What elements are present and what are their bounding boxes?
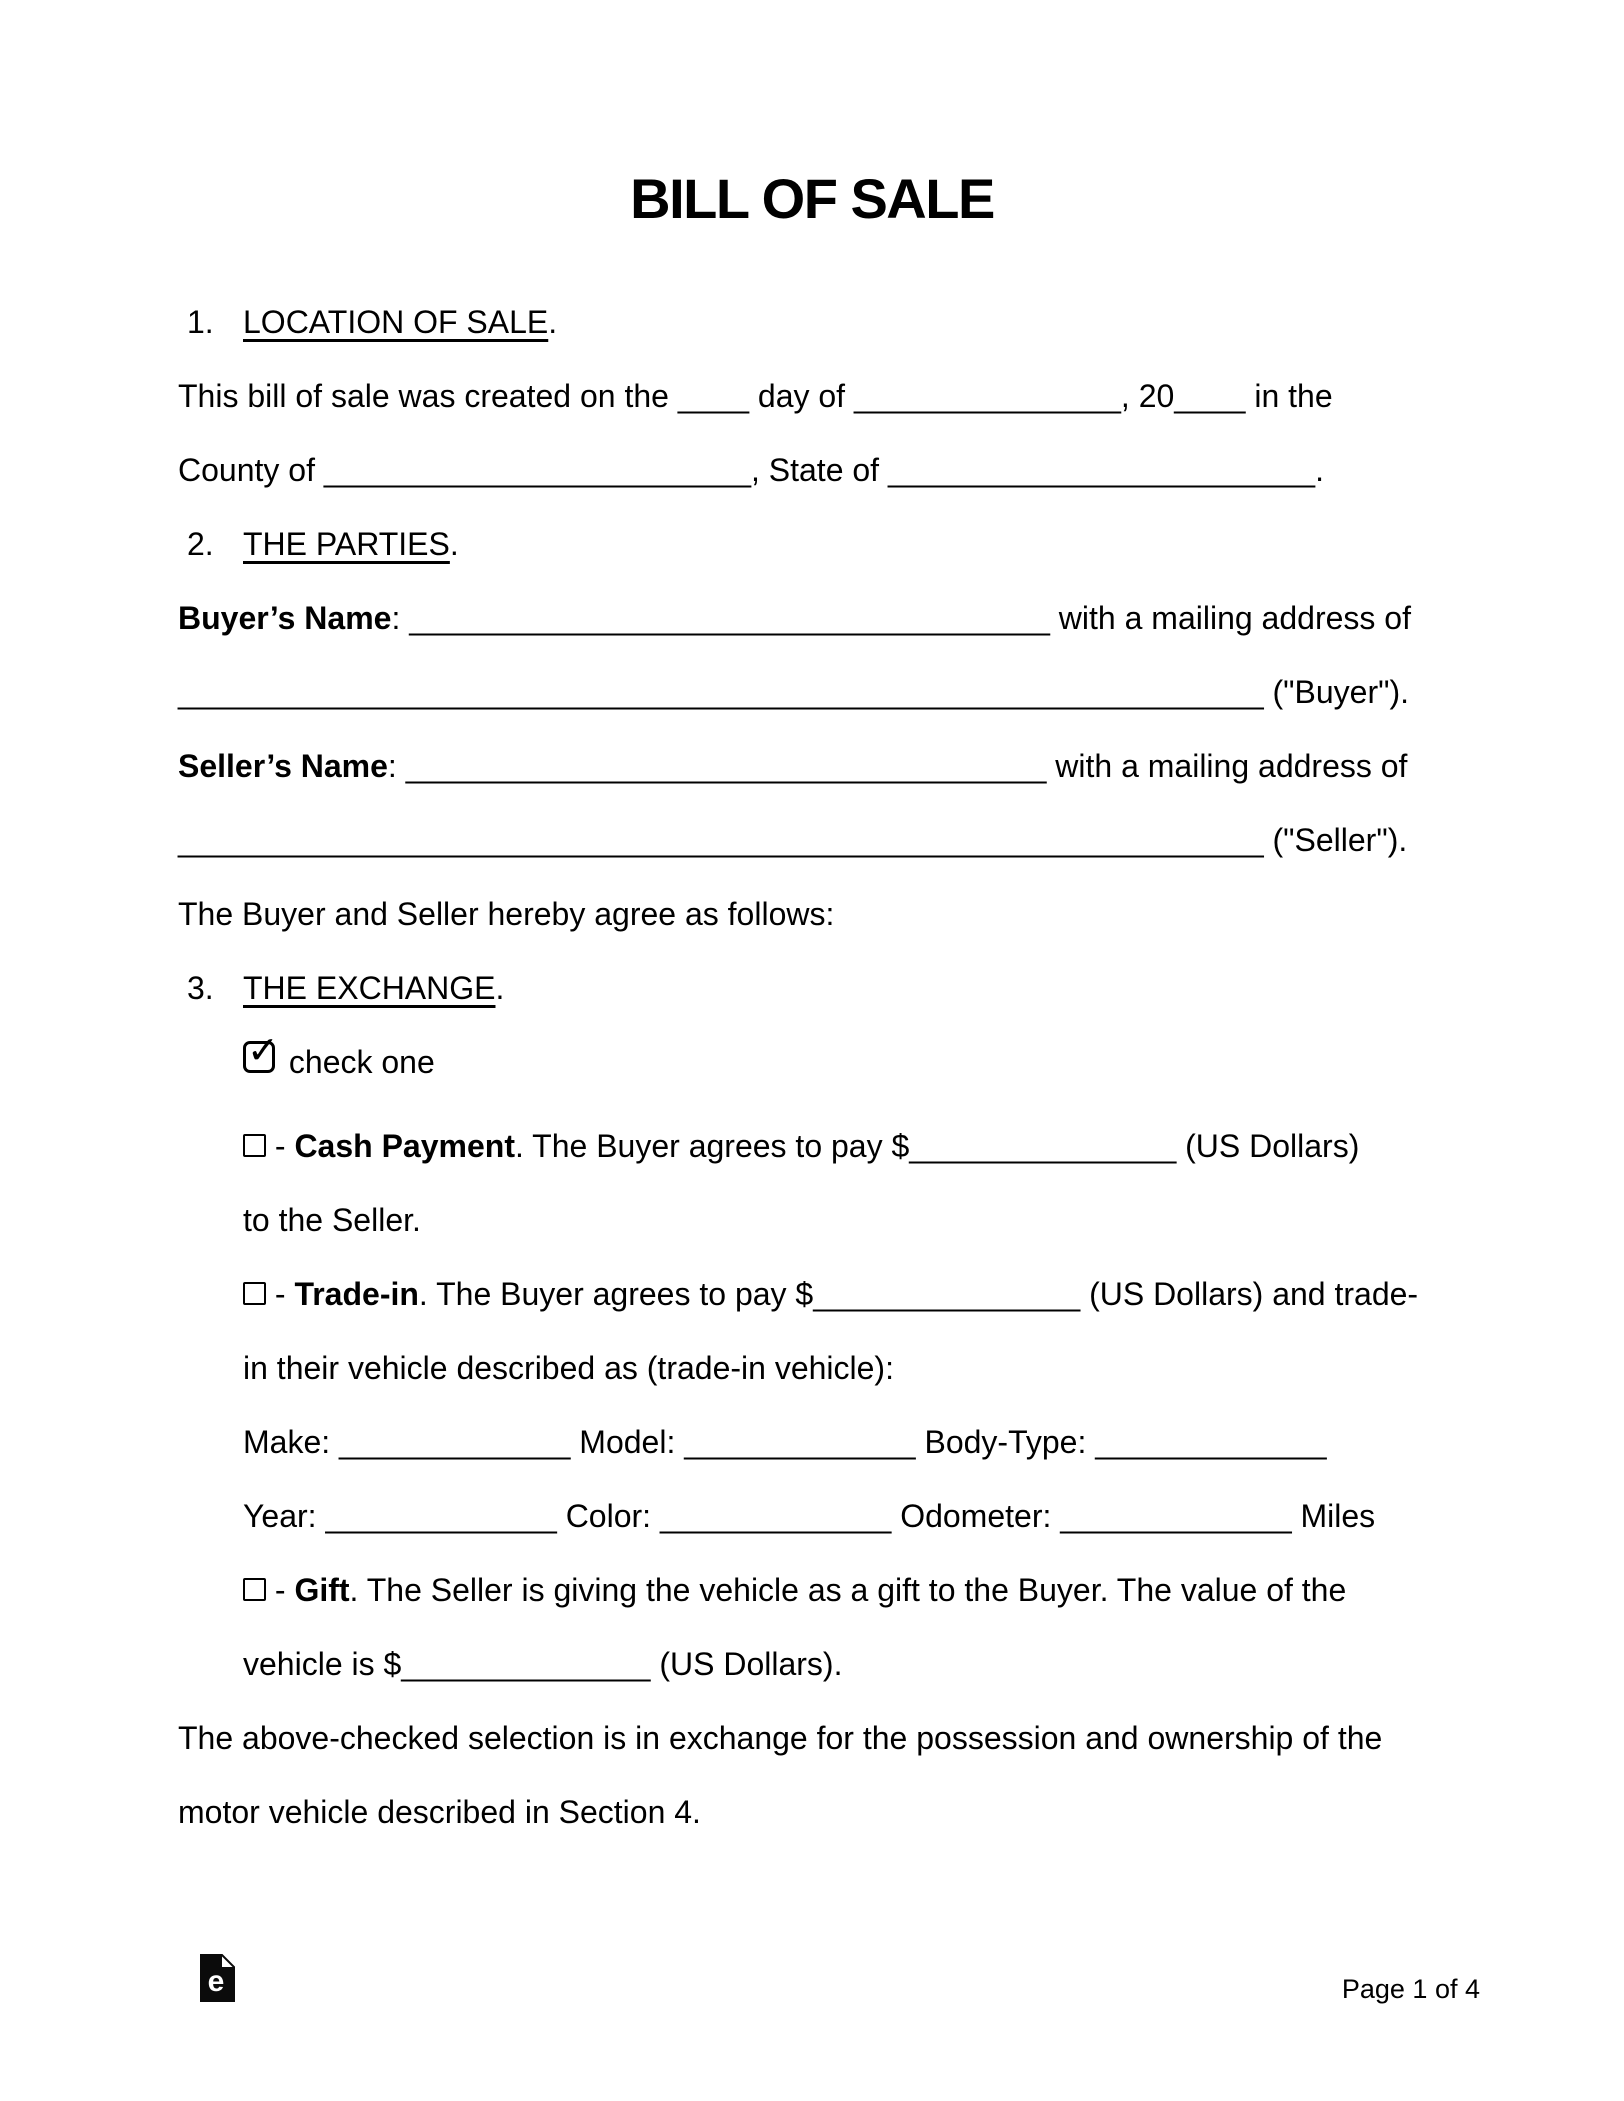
line-exchange-note-cont (178, 1775, 1624, 1849)
text: motor vehicle described in Section 4. (178, 1794, 701, 1830)
page-number-label: Page 1 of 4 (1341, 1974, 1480, 2004)
text: (US Dollars) and trade- (1080, 1276, 1419, 1312)
blank-field: _______________ (813, 1276, 1081, 1312)
line-trade-in-cont (178, 1331, 1624, 1405)
heading-number: 2. (187, 526, 214, 562)
blank-field: _______________ (909, 1128, 1177, 1164)
blank-field: _____________ (1060, 1498, 1292, 1534)
blank-field: _____________ (684, 1424, 916, 1460)
heading-text: THE PARTIES (243, 526, 450, 562)
text: Make: (243, 1424, 340, 1460)
text: , State of (750, 452, 888, 488)
bold-text: Gift (294, 1572, 350, 1608)
blank-field: _____________ (339, 1424, 571, 1460)
line-cash-payment (178, 1109, 1624, 1183)
text: in the (1245, 378, 1333, 414)
text: , 20 (1120, 378, 1175, 414)
text: - (266, 1276, 295, 1312)
text: (US Dollars). (650, 1646, 843, 1682)
blank-field: ____ (1174, 378, 1246, 414)
text: This bill of sale was created on the (178, 378, 678, 414)
checkbox-empty-icon (243, 1134, 266, 1157)
blank-field: _______________ (853, 378, 1121, 414)
text: Body-Type: (915, 1424, 1096, 1460)
line-gift-value (178, 1627, 1624, 1701)
bold-text: Seller’s Name (178, 748, 388, 784)
text: . (1315, 452, 1324, 488)
text: . The Seller is giving the vehicle as a gift to the Buyer. The value of the (349, 1572, 1347, 1608)
text: with a mailing address of (1049, 600, 1411, 636)
heading-number: 1. (187, 304, 214, 340)
blank-field: ____________________________________ (409, 600, 1050, 636)
text: Odometer: (891, 1498, 1061, 1534)
blank-field: ________________________ (323, 452, 751, 488)
logo-letter: e (207, 1965, 225, 1998)
text: : (391, 600, 410, 636)
blank-field: _____________________________________________________________ (178, 822, 1264, 858)
document-title: BILL OF SALE (630, 167, 994, 230)
line-cash-payment-cont (178, 1183, 1624, 1257)
text: County of (178, 452, 324, 488)
text: Color: (556, 1498, 660, 1534)
line-buyer-address (178, 655, 1624, 729)
text: to the Seller. (243, 1202, 421, 1238)
bold-text: Cash Payment (294, 1128, 515, 1164)
text: vehicle is $ (243, 1646, 402, 1682)
text: with a mailing address of (1046, 748, 1408, 784)
checkbox-empty-icon (243, 1578, 266, 1601)
bold-text: Trade-in (294, 1276, 419, 1312)
check-icon: ✓ (247, 1028, 279, 1072)
text: (US Dollars) (1176, 1128, 1360, 1164)
blank-field: _____________ (659, 1498, 892, 1534)
text: The Buyer and Seller hereby agree as follows: (178, 896, 835, 932)
line-vehicle-make-model-bodytype (178, 1405, 1624, 1479)
text: . The Buyer agrees to pay $ (514, 1128, 910, 1164)
line-seller-name (178, 729, 1624, 803)
line-buyer-name (178, 581, 1624, 655)
heading-number: 3. (187, 970, 214, 1006)
text: The above-checked selection is in exchange for the possession and ownership of the (178, 1720, 1383, 1756)
text: Year: (243, 1498, 326, 1534)
text: in their vehicle described as (trade-in vehicle): (243, 1350, 894, 1386)
text: ("Buyer"). (1263, 674, 1410, 710)
line-county-state (178, 433, 1624, 507)
checkbox-checked-icon (243, 1028, 279, 1073)
document-body (178, 285, 1624, 1849)
blank-field: _____________ (1095, 1424, 1327, 1460)
blank-field: ____________________________________ (405, 748, 1047, 784)
text: : (387, 748, 406, 784)
line-check-one (178, 1025, 1624, 1099)
blank-field: ____ (677, 378, 749, 414)
heading-period: . (548, 304, 558, 340)
line-date-of-sale (178, 359, 1624, 433)
text: - (266, 1128, 295, 1164)
text: day of (749, 378, 854, 414)
heading-period: . (495, 970, 505, 1006)
text: Miles (1291, 1498, 1376, 1534)
blank-field: ________________________ (887, 452, 1316, 488)
line-agreement-intro (178, 877, 1624, 951)
line-seller-address (178, 803, 1624, 877)
bold-text: Buyer’s Name (178, 600, 392, 636)
text: ("Seller"). (1263, 822, 1408, 858)
checkbox-empty-icon (243, 1282, 266, 1305)
heading-text: LOCATION OF SALE (243, 304, 549, 340)
text: Model: (570, 1424, 685, 1460)
line-vehicle-year-color-odometer (178, 1479, 1624, 1553)
text: . The Buyer agrees to pay $ (418, 1276, 814, 1312)
eforms-logo-icon (200, 1954, 235, 2002)
section-heading-the-exchange (178, 951, 1624, 1025)
heading-period: . (449, 526, 459, 562)
blank-field: _____________________________________________________________ (178, 674, 1264, 710)
blank-field: _____________ (325, 1498, 557, 1534)
heading-text: THE EXCHANGE (243, 970, 496, 1006)
blank-field: ______________ (401, 1646, 651, 1682)
section-heading-the-parties (178, 507, 1624, 581)
line-gift (178, 1553, 1624, 1627)
text: check one (280, 1044, 435, 1080)
line-trade-in (178, 1257, 1624, 1331)
line-exchange-note (178, 1701, 1624, 1775)
section-heading-location-of-sale (178, 285, 1624, 359)
text: - (266, 1572, 295, 1608)
